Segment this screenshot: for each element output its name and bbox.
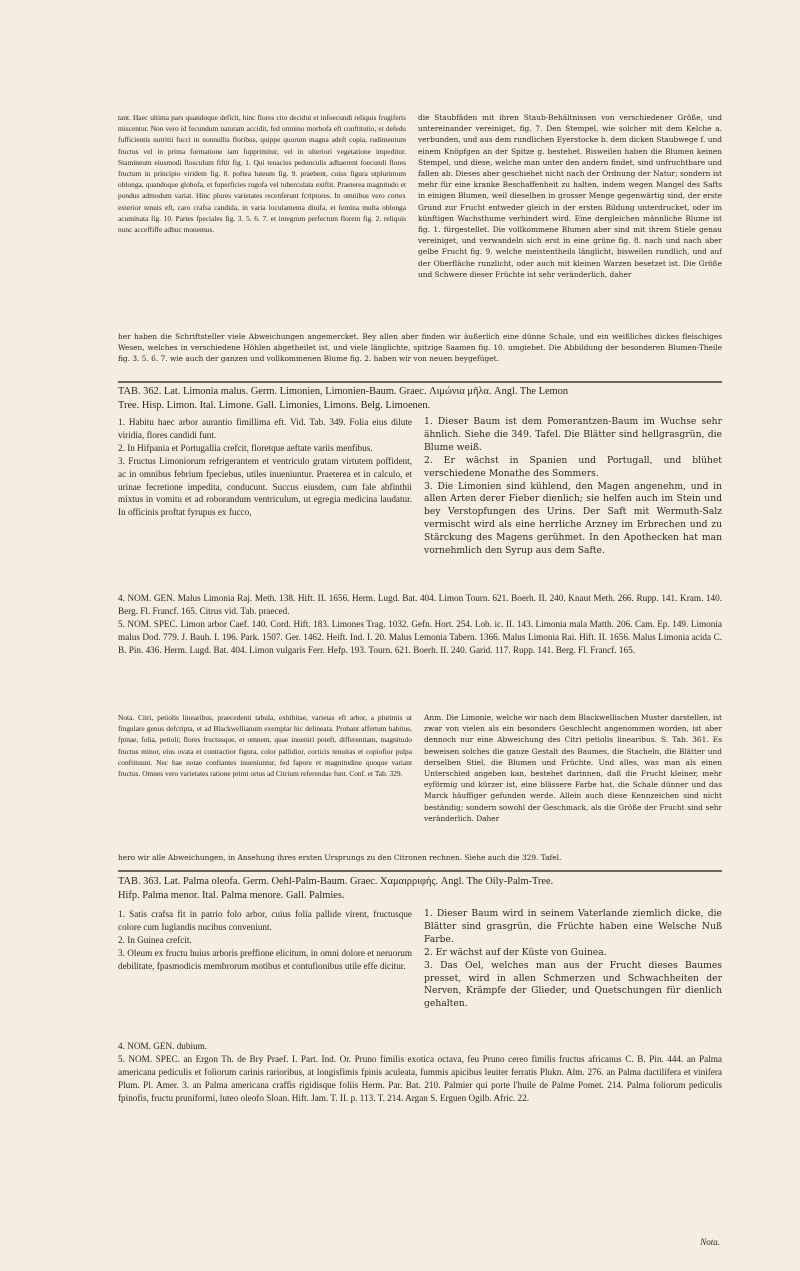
- tab362-note-german-full: hero wir alle Abweichungen, in Ansehung ihres ersten Ursprungs zu den Citronen rechnen. Siehe auch die 329. Tafel.: [118, 853, 562, 862]
- tab363-lat-item: 2. In Guinea crefcit.: [118, 934, 192, 945]
- tab362-heading-line2: Tree. Hisp. Limon. Ital. Limone. Gall. Limonies, Limons. Belg. Limoenen.: [118, 400, 431, 411]
- tab362-latin-column: [118, 416, 412, 590]
- tab362-nom-spec: 5. NOM. SPEC. Limon arbor Caef. 140. Cord. Hift. 183. Limones Trag. 1032. Gefn. Hort. 254. Lob. ic. II. 143. Limonia mala Matth. 206. Cam. Ep. 149. Limonia malus Dod. 779. J. Bauh. I. 196. Park. 1507. Ger. 1462. Heift. Ind. I. 20. Malus Lemonia Tabern. 1366. Malus Limonia Rai. Hift. II. 1656. Malus Limonia acida C. B. Pin. 436. Herm. Lugd. Bat. 404. Limon vulgaris Ferr. Hefp. 193. Tourn. 621. Boerh. II. 240. Garid. 117. Rupp. 141. Berg. Fl. Francf. 165.: [118, 618, 722, 655]
- top-latin-column: [118, 112, 406, 330]
- tab363-nom-gen: 4. NOM. GEN. dubium.: [118, 1041, 208, 1051]
- tab363-ger-item: 3. Das Oel, welches man aus der Frucht dieses Baumes presset, wird in allen Schmerzen und Schwachheiten der Nerven, Krämpfe der Glieder, und Quetschungen für dienlich gehalten.: [424, 959, 722, 1010]
- tab363-ger-item: 1. Dieser Baum wird in seinem Vaterlande ziemlich dicke, die Blätter sind grasgrün, die Früchte haben eine Welsche Nuß Farbe.: [424, 908, 722, 945]
- tab362-lat-item: 2. In Hifpania et Portugallia crefcit, floretque aeftate variis menfibus.: [118, 442, 373, 453]
- tab363-latin-column: [118, 908, 412, 1042]
- tab363-lat-item: 3. Oleum ex fructu huius arboris preffione elicitum, in omni dolore et neruorum debilitate, fpasmodicis membrorum motibus et contufionibus utile effe dicitur.: [118, 947, 412, 971]
- tab362-lat-item: 1. Habitu haec arbor aurantio fimillima eft. Vid. Tab. 349. Folia eius dilute viridia, flores candidi funt.: [118, 417, 412, 440]
- tab362-german-column: [424, 416, 722, 590]
- tab362-note-latin: Nota. Citri, petiolis linearibus, praecedenti tabula, exhibitae, varietas eft arbor, a plurimis ut fingulare genus defcripta, et ad Blackwellianum exemplar hic delineata. Probant affertum habitus, fpinae, folia, petioli; flores fructusque, et omnem, quae inueniri poteft, differentiam, magnitudo fructus minor, eius ovata et contractior figura, color pallidior, corticis tenuitas et copiofior pulpa conftituunt. Nec hae notae conftantes inueniuntur, fed fapore et magnitudine quoque variant fructus. Omnes vero varietates ratione primi ortus ad Citrium referendae funt. Conf. et Tab. 329.: [118, 713, 412, 779]
- section-divider: [118, 870, 722, 872]
- tab362-lat-item: 3. Fructus Limoniorum refrigerantem et ventriculo gratam virtutem poffident, ac in omnibus febrium fpeciebus, utiles inueniuntur. Praeterea et in calculo, et urinae fecretione impedita, conducunt. Succus eiusdem, cum fale abfinthii mixtus in vomitu et ad roborandum ventriculum, ut egregia medicina laudatur. In officinis proftat fyrupus ex fucco,: [118, 455, 412, 518]
- tab363-lat-item: 1. Satis crafsa fit in patrio folo arbor, cuius folia pallide virent, fructusque colore cum Iuglandis nucibus conveniunt.: [118, 909, 412, 932]
- section-divider: [118, 381, 722, 383]
- tab362-ger-item: 3. Die Limonien sind kühlend, den Magen angenehm, und in allen Arten derer Fieber dienlich; sie helfen auch im Stein und bey Verstopfungen des Urins. Der Saft mit Wermuth-Salz vermischt wird als eine herrliche Arzney im Erbrechen und zu Stärckung des Magens gerühmet. In den Apothecken hat man vornehmlich den Syrup aus dem Safte.: [424, 480, 722, 557]
- tab363-nomenclature: [118, 1040, 722, 1230]
- catchword: Nota.: [700, 1237, 720, 1247]
- tab363-heading-line2: Hifp. Palma menor. Ital. Palma menore. Gall. Palmies.: [118, 890, 345, 901]
- tab362-ger-item: 1. Dieser Baum ist dem Pomerantzen-Baum im Wuchse sehr ähnlich. Siehe die 349. Tafel. Die Blätter sind hellgrasgrün, die Blume weiß.: [424, 416, 722, 453]
- tab363-german-column: [424, 908, 722, 1042]
- tab362-note-german: Anm. Die Limonie, welche wir nach dem Blackwellischen Muster darstellen, ist zwar von vielen als ein besonders Geschlecht angenommen worden, ist aber dennoch nur eine Abweichung des Citri petiolis linearibus. S. Tab. 361. Es beweisen solches die ganze Gestalt des Baumes, die Stacheln, die Blätter und derselben Stiel, die Blumen und Früchte. Und alles, was man als einen Unterschied angeben kan, bestehet darinnen, daß die Frucht kleiner, mehr eyförmig und kürzer ist, eine blässere Farbe hat, die Schale dünner und das Marck häuffiger gefunden werde. Allein auch diese Kennzeichen sind nicht beständig; sondern sowohl der Geschmack, als die Größe der Frucht sind sehr veränderlich. Daher: [424, 713, 722, 823]
- tab362-heading: TAB. 362. Lat. Limonia malus. Germ. Limonien, Limonien-Baum. Graec. Λιμώνια μῆλα. Angl. The Lemon: [118, 386, 569, 397]
- tab362-nom-gen: 4. NOM. GEN. Malus Limonia Raj. Meth. 138. Hift. II. 1656. Herm. Lugd. Bat. 404. Limon Tourn. 621. Boerh. II. 240. Knaut Meth. 266. Rupp. 141. Kram. 140. Berg. Fl. Francf. 165. Citrus vid. Tab. praeced.: [118, 593, 722, 616]
- top-german-column: [418, 112, 722, 330]
- tab363-nom-spec: 5. NOM. SPEC. an Ergon Th. de Bry Praef. I. Part. Ind. Or. Pruno fimilis exotica octava, feu Pruno cereo fimilis fructus africanus C. B. Pin. 444. an Palma americana pediculis et foliorum carinis rarioribus, at longisfimis fpinis aculeata, fummis apicibus leuiter ferratis Plukn. Alm. 276. an Palma dactilifera et vinifera Plum. Pl. Amer. 3. an Palma americana craffis rigidisque foliis Herm. Par. Bat. 210. Palmier qui porte l'huile de Palme Pomet. 214. Palma foliorum pediculis fpinofis, fructu pruniformi, luteo oleofo Sloan. Hift. Jam. T. II. p. 113. T. 214. Argan S. Erguen Ogilb. Afric. 22.: [118, 1053, 722, 1103]
- top-german-full-width: her haben die Schriftsteller viele Abweichungen angemercket. Bey allen aber finden wir äußerlich eine dünne Schale, und ein weißliches dickes fleischiges Wesen, welches in verschiedene Höhlen abgetheilet ist, und viele länglichte, spitzige Saamen fig. 10. umgiebet. Die Abbildung der besonderen Blumen-Theile fig. 3. 5. 6. 7. wie auch der ganzen und vollkommenen Blume fig. 2. haben wir von neuen beygefüget.: [118, 332, 722, 364]
- tab362-ger-item: 2. Er wächst in Spanien und Portugall, und blühet verschiedene Monathe des Sommers.: [424, 454, 722, 479]
- top-latin-paragraph: tant. Haec ultima pars quandoque deficit, hinc flores cito decidui et infoecundi reliquis frugiferis miscentur. Non vero id fecundum naturam accidit, fed omnino morbofa eft conftitutio, et defedu fufficientis nutritii fucci in nonnullis floribus, quippe quorum magna adeft copia, rudimentum fructus vel in prima formatione iam fupprimitur, vel in ulteriori vegetatione impeditur. Stamineum eiusmodi flosculum fiftit fig. 1. Qui tenacius pedunculis adhaerent foecundi flores fructum in principio viridem fig. 8. poftea luteum fig. 9. praebent, cuius figura utplurimum oblonga, quandoque globofa, et fuperficies rugofa vel tuberculata exiftit. Praeterea magnitudo et pondus admodum variat. Hinc plures varietates recenferunt fcriptores. In omnibus vero cortex exterior tenuis eft, caro crafsa candida, in varia loculamenta diuifa, et femina multa oblonga acuminata fig. 10. Partes fpeciales fig. 3. 5. 6. 7. et integrum perfectum florem fig. 2. reliquis nunc acceffiffe adhuc monemus.: [118, 113, 406, 235]
- top-german-paragraph: die Staubfäden mit ihren Staub-Behältnissen von verschiedener Größe, und untereinander vereiniget, fig. 7. Den Stempel, wie solcher mit dem Kelche a. verbunden, und aus dem rundlichen Eyerstocke b. dem dicken Staubwege f. und einem Knöpfgen an der Spitze g. bestehet. Bisweilen haben die Blumen keinen Stempel, und diese, welche man unter den andern findet, sind unfruchtbare und fallen ab. Dieses aber geschiehet nicht nach der Ordnung der Natur; sondern ist mehr für eine kranke Beschaffenheit zu halten, indem wegen Mangel des Safts in einigen Blumen, weil dieselben in grosser Menge gegenwärtig sind, der erste Grund zur Frucht entweder gleich in der ersten Bildung unterdrucket, oder im künftigen Wachsthume verhindert wird. Eine dergleichen männliche Blume ist fig. 1. fürgestellet. Die vollkommene Blumen aber sind mit ihrem Stiele genau vereiniget, und verwandeln sich erst in eine grüne fig. 8. nach und nach aber gelbe Frucht fig. 9. welche meistentheils länglicht, bisweilen rundlich, und auf der Oberfläche runzlicht, oder auch mit kleinen Warzen besetzet ist. Die Größe und Schwere dieser Früchte ist sehr veränderlich, daher: [418, 113, 722, 279]
- tab363-heading: TAB. 363. Lat. Palma oleofa. Germ. Oehl-Palm-Baum. Graec. Χαμαιρριφής. Angl. The Oily-Palm-Tree.: [118, 876, 554, 887]
- tab362-nomenclature: [118, 592, 722, 704]
- tab363-ger-item: 2. Er wächst auf der Küste von Guinea.: [424, 946, 607, 958]
